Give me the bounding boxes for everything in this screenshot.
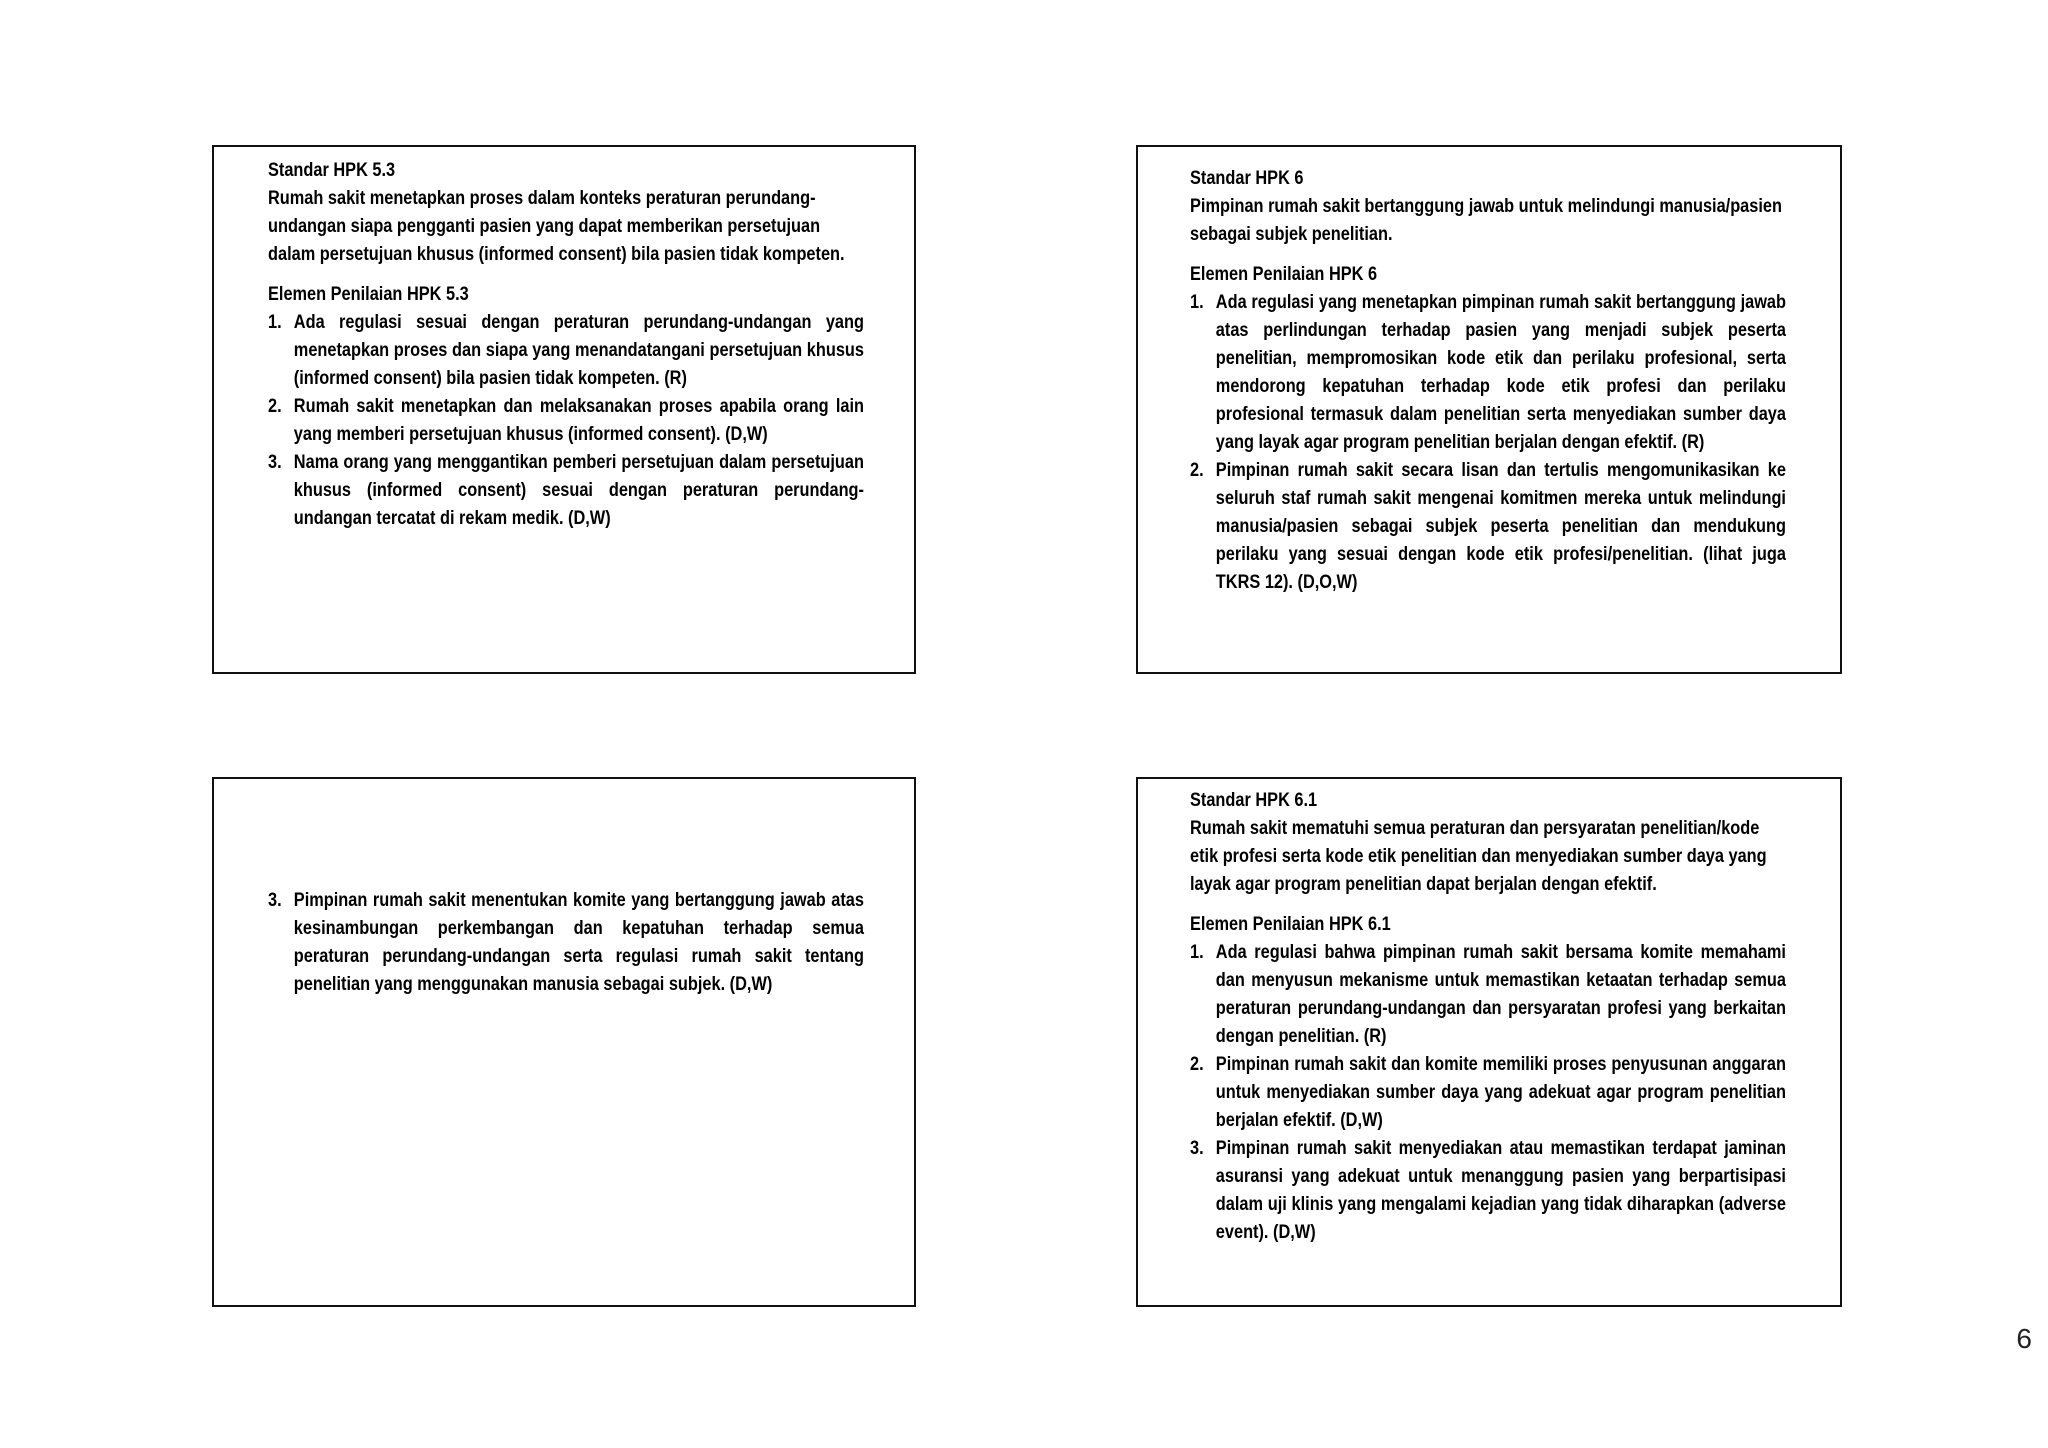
slide-intro: Rumah sakit mematuhi semua peraturan dan persyaratan penelitian/kode etik profesi serta kode etik penelitian dan menyediakan sumber daya yang layak agar program penelitian dapat berjalan dengan efektif.: [1190, 818, 1767, 895]
list-item: [268, 393, 864, 449]
slide-hpk-6-1: [1136, 777, 1842, 1307]
slide-title: Standar HPK 6: [1190, 168, 1304, 189]
item-text: Rumah sakit menetapkan dan melaksanakan proses apabila orang lain yang memberi persetujuan khusus (informed consent). (D,W): [293, 396, 864, 445]
elemen-heading: Elemen Penilaian HPK 6.1: [1190, 914, 1391, 935]
elemen-heading: Elemen Penilaian HPK 5.3: [268, 284, 469, 305]
slide-hpk-6-continued: [212, 777, 916, 1307]
item-number: 2.: [1190, 1054, 1204, 1075]
item-text: Ada regulasi bahwa pimpinan rumah sakit bersama komite memahami dan menyusun mekanisme untuk memastikan ketaatan terhadap semua peraturan perundang-undangan dan persyaratan profesi yang berkaitan dengan penelitian. (R): [1215, 942, 1786, 1047]
item-text: Pimpinan rumah sakit menentukan komite yang bertanggung jawab atas kesinambungan perkembangan dan kepatuhan terhadap semua peraturan perundang-undangan serta regulasi rumah sakit tentang penelitian yang menggunakan manusia sebagai subjek. (D,W): [293, 890, 864, 995]
item-number: 3.: [1190, 1138, 1204, 1159]
elemen-list: [268, 309, 864, 533]
list-item: [1190, 457, 1786, 597]
elemen-list: [268, 887, 864, 999]
item-text: Ada regulasi sesuai dengan peraturan perundang-undangan yang menetapkan proses dan siapa yang menandatangani persetujuan khusus (informed consent) bila pasien tidak kompeten. (R): [293, 312, 864, 389]
list-item: [1190, 939, 1786, 1051]
item-number: 2.: [1190, 460, 1204, 481]
list-item: [268, 449, 864, 533]
item-number: 1.: [1190, 292, 1204, 313]
slide-hpk-5-3: [212, 145, 916, 674]
slide-intro: Pimpinan rumah sakit bertanggung jawab untuk melindungi manusia/pasien sebagai subjek penelitian.: [1190, 196, 1782, 245]
item-number: 1.: [268, 312, 282, 333]
list-item: [268, 309, 864, 393]
item-text: Pimpinan rumah sakit secara lisan dan tertulis mengomunikasikan ke seluruh staf rumah sakit mengenai komitmen mereka untuk melindungi manusia/pasien sebagai subjek peserta penelitian dan mendukung perilaku yang sesuai dengan kode etik profesi/penelitian. (lihat juga TKRS 12). (D,O,W): [1215, 460, 1786, 593]
elemen-list: [1190, 939, 1786, 1247]
item-text: Nama orang yang menggantikan pemberi persetujuan dalam persetujuan khusus (informed consent) sesuai dengan peraturan perundang-undangan tercatat di rekam medik. (D,W): [293, 452, 864, 529]
slide-title: Standar HPK 5.3: [268, 160, 396, 181]
list-item: [1190, 1051, 1786, 1135]
slide-hpk-6: [1136, 145, 1842, 674]
item-text: Pimpinan rumah sakit dan komite memiliki proses penyusunan anggaran untuk menyediakan sumber daya yang adekuat agar program penelitian berjalan efektif. (D,W): [1215, 1054, 1786, 1131]
item-number: 2.: [268, 396, 282, 417]
list-item: [268, 887, 864, 999]
item-number: 1.: [1190, 942, 1204, 963]
item-text: Ada regulasi yang menetapkan pimpinan rumah sakit bertanggung jawab atas perlindungan terhadap pasien yang menjadi subjek peserta penelitian, mempromosikan kode etik dan perilaku profesional, serta mendorong kepatuhan terhadap kode etik profesi dan perilaku profesional termasuk dalam penelitian serta menyediakan sumber daya yang layak agar program penelitian berjalan dengan efektif. (R): [1215, 292, 1786, 453]
elemen-list: [1190, 289, 1786, 597]
elemen-heading: Elemen Penilaian HPK 6: [1190, 264, 1378, 285]
page-number: 6: [2016, 1323, 2032, 1354]
item-number: 3.: [268, 452, 282, 473]
list-item: [1190, 1135, 1786, 1247]
slide-intro: Rumah sakit menetapkan proses dalam konteks peraturan perundang-undangan siapa pengganti pasien yang dapat memberikan persetujuan dalam persetujuan khusus (informed consent) bila pasien tidak kompeten.: [268, 188, 845, 265]
list-item: [1190, 289, 1786, 457]
item-number: 3.: [268, 890, 282, 911]
item-text: Pimpinan rumah sakit menyediakan atau memastikan terdapat jaminan asuransi yang adekuat untuk menanggung pasien yang berpartisipasi dalam uji klinis yang mengalami kejadian yang tidak diharapkan (adverse event). (D,W): [1215, 1138, 1786, 1243]
slide-title: Standar HPK 6.1: [1190, 790, 1318, 811]
